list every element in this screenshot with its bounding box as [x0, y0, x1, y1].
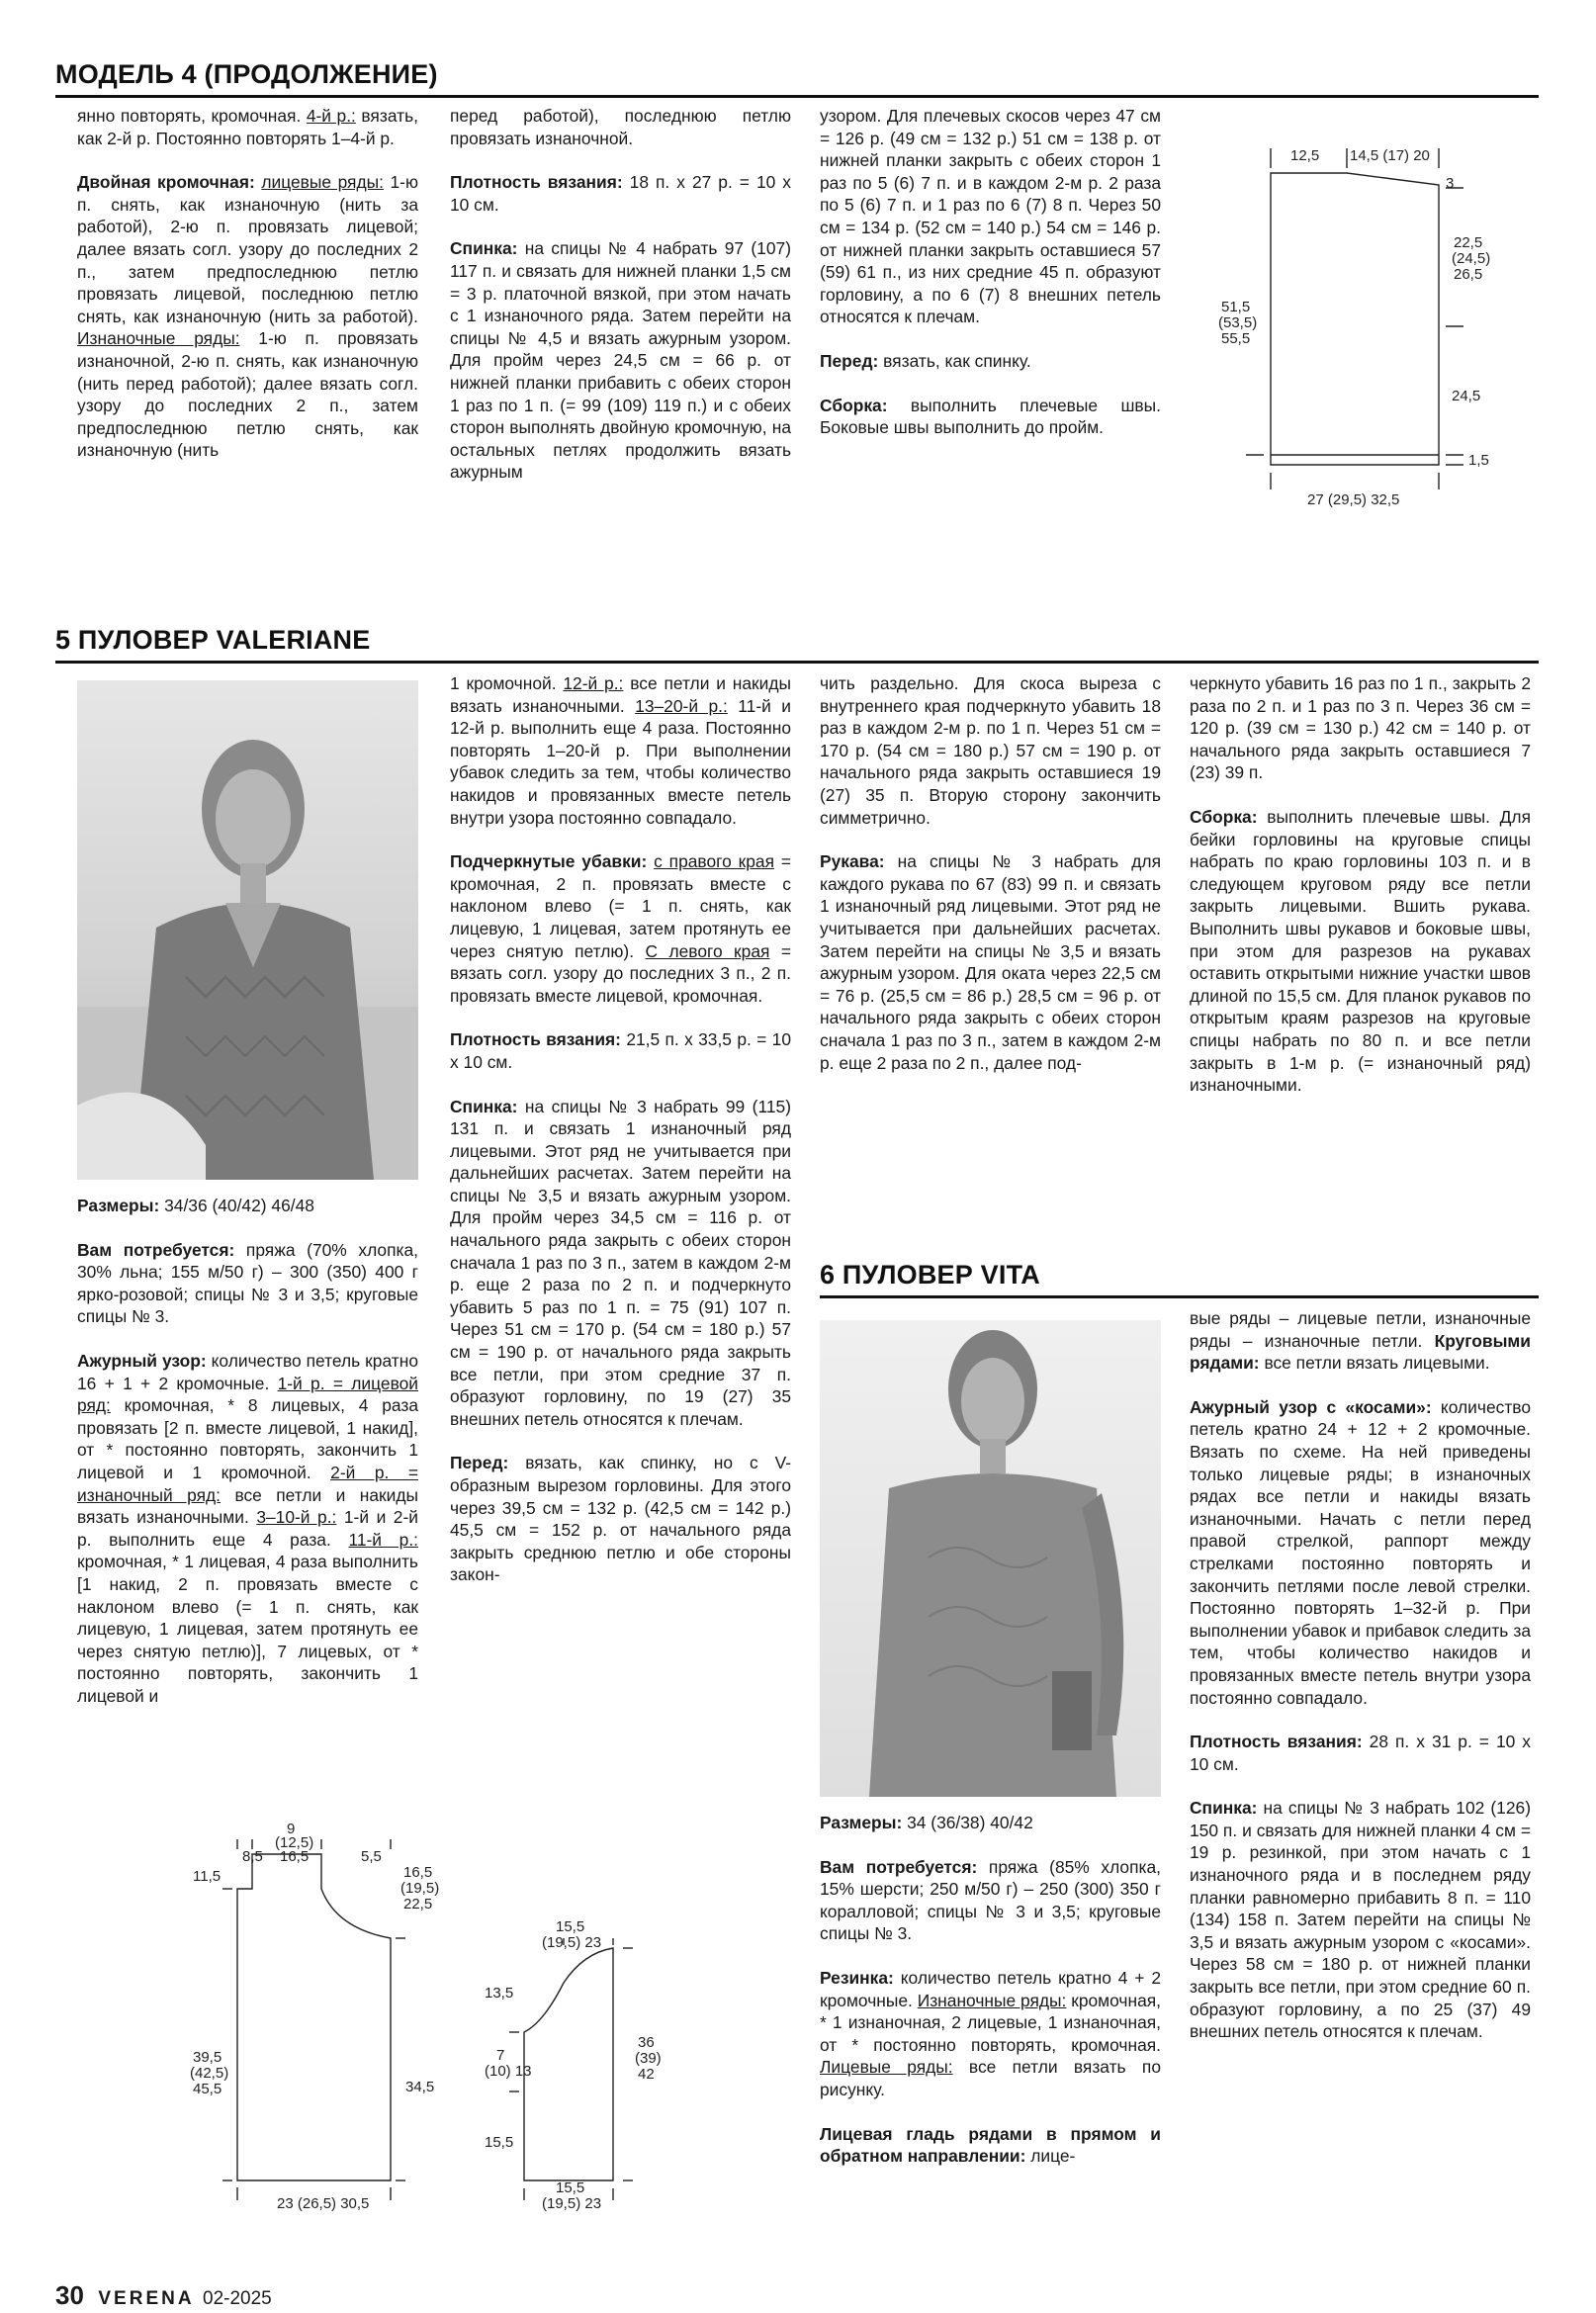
model5-header: 5 ПУЛОВЕР VALERIANE [55, 625, 371, 655]
model5-rule [55, 661, 1539, 664]
m4-dim-e2: (53,5) [1218, 314, 1258, 331]
model6-col1: Размеры: 34 (36/38) 40/42 Вам потребуется: пряжа (85% хлопка, 15% шерсти; 250 м/50 г) – 250 (300) 350 г коралловой; спицы № 3 и 3,5; круговые спицы № 3. Резинка: количество петель кратно 4 + 2 кромочные. Изнаночные ряды: кромочная, * 1 изнаночная, 2 лицевые, 1 изнаночная, от * постоянно повторять, кромочная. Лицевые ряды: все петли вязать по рисунку. Лицевая гладь рядами в прямом и обратном направлении: лице- [820, 1813, 1162, 2167]
m5-dim-n2: (19,5) [400, 1880, 440, 1897]
model5-photo [77, 680, 418, 1180]
m4-dim-e1: 51,5 [1221, 299, 1251, 315]
page-footer [55, 2280, 272, 2311]
model6-photo-figure [820, 1320, 1161, 1797]
m5-dim-s1: 11,5 [193, 1868, 222, 1885]
m4-dim-h: 27 (29,5) 32,5 [1307, 491, 1400, 508]
model4-rule [55, 95, 1539, 98]
model4-col2: перед работой), последнюю петлю провязать изнаночной. Плотность вязания: 18 п. х 27 р. = 10 х 10 см. Спинка: на спицы № 4 набрать 97 (107) 117 п. и связать для нижней планки 1,5 см = 3 р. платочной вязкой, при этом начать с 1 изнаночного ряда. Затем перейти на спицы № 4,5 и вязать ажурным узором. Для пройм через 24,5 см = 66 р. от нижней планки прибавить с обеих сторон 1 раз по 1 п. (= 99 (109) 119 п.) и с обеих сторон выполнять двойную кромочную, на остальных петлях продолжить вязать ажурным [450, 106, 791, 483]
m5-dim-side: 34,5 [405, 2079, 435, 2095]
m4-dim-b: 14,5 (17) 20 [1350, 147, 1430, 164]
model6-rule [820, 1295, 1539, 1298]
m5-dim-r: 5,5 [361, 1848, 382, 1865]
model5-body-schematic [190, 1820, 450, 2215]
model5-sleeve-schematic [485, 1918, 682, 2215]
m4-dim-c: 3 [1446, 175, 1455, 192]
m5s-dim-bot1: 15,5 [556, 2180, 585, 2196]
m5s-dim-top1: 15,5 [556, 1918, 585, 1935]
m5s-dim-b1: 7 [496, 2047, 505, 2064]
model5-col1: Размеры: 34/36 (40/42) 46/48 Вам потребуется: пряжа (70% хлопка, 30% льна; 155 м/50 г) – 300 (350) 400 г ярко-розовой; спицы № 3 и 3,5; круговые спицы № 3. Ажурный узор: количество петель кратно 16 + 1 + 2 кромочные. 1-й р. = лицевой ряд: кромочная, * 8 лицевых, 4 раза провязать [2 п. вместе лицевой, 1 накид], от * постоянно повторять, закончить 1 лицевой и 1 кромочной. 2-й р. = изнаночный ряд: все петли и накиды вязать изнаночными. 3–10-й р.: 1-й и 2-й р. выполнить еще 4 раза. 11-й р.: кромочная, * 1 лицевая, 4 раза выполнить [1 накид, 2 п. провязать вместе с наклоном влево (= 1 п. снять, как лицевую, 1 лицевая, затем протянуть ее через снятую петлю)], 7 лицевых, от * постоянно повторять, закончить 1 лицевой и [77, 1196, 418, 1706]
magazine-name: VERENA [98, 2288, 195, 2309]
m5s-dim-r1: 36 [638, 2034, 655, 2051]
m5-dim-h2: (42,5) [190, 2065, 229, 2082]
m5-dim-t3: 16,5 [280, 1848, 310, 1865]
model5-col3: чить раздельно. Для скоса выреза с внутреннего края подчеркнуто убавить 18 раз в каждом 2-м р. по 1 п. Через 51 см = 170 р. (54 см = 180 р.) 57 см = 190 р. от начального ряда закрыть оставшиеся 19 (27) 35 п. Вторую сторону закончить симметрично. Рукава: на спицы № 3 набрать для каждого рукава по 67 (83) 99 п. и связать 1 изнаночный ряд лицевыми. Этот ряд не учитывается при дальнейших расчетах. Затем перейти на спицы № 3,5 и вязать ажурным узором. Для оката через 22,5 см = 76 р. (25,5 см = 86 р.) 28,5 см = 96 р. от начального ряда закрыть с обеих сторон сначала 1 раз по 3 п., затем в каждом 2-м р. еще 2 раза по 2 п., далее под- [820, 673, 1161, 1073]
page-number: 30 [55, 2280, 84, 2310]
model4-col3: узором. Для плечевых скосов через 47 см = 126 р. (49 см = 132 р.) 51 см = 138 р. от нижней планки закрыть с обеих сторон 1 раз по 5 (6) 7 п. и в каждом 2-м р. 2 раза по 5 (6) 7 п. и 1 раз по 6 (7) 8 п. Через 50 см = 134 р. (52 см = 140 р.) 54 см = 146 р. от нижней планки закрыть оставшиеся 57 (59) 61 п., из них средние 45 п. образуют горловину, а по 6 (7) 8 внешних петель относятся к плечам. Перед: вязать, как спинку. Сборка: выполнить плечевые швы. Боковые швы выполнить до пройм. [820, 106, 1161, 438]
m4-dim-d3: 26,5 [1454, 266, 1483, 283]
m5-dim-n1: 16,5 [403, 1864, 433, 1881]
m5-dim-h3: 45,5 [193, 2081, 222, 2097]
model4-header: МОДЕЛЬ 4 (ПРОДОЛЖЕНИЕ) [55, 59, 438, 89]
model6-col2: вые ряды – лицевые петли, изнаночные ряды – изнаночные петли. Круговыми рядами: все петли вязать лицевыми. Ажурный узор с «косами»: количество петель кратно 24 + 12 + 2 кромочные. Вязать по схеме. На ней приведены только лицевые ряды; в изнаночных рядах все петли и накиды вязать изнаночными. Начать с петли перед правой стрелкой, раппорт между стрелками постоянно повторять и закончить петлями после левой стрелки. Постоянно повторять 1–32-й р. При выполнении убавок и прибавок следить за тем, чтобы количество накидов и провязанных вместе петель внутри узора постоянно совпадало. Плотность вязания: 28 п. х 31 р. = 10 х 10 см. Спинка: на спицы № 3 набрать 102 (126) 150 п. и связать для нижней планки 4 см = 19 р. резинкой, при этом начать с 1 изнаночного ряда и в последнем ряду планки равномерно прибавить 8 п. = 110 (134) 158 п. Затем перейти на спицы № 3,5 и вязать ажурным узором с «косами». Через 58 см = 180 р. от нижней планки закрыть все петли, при этом средние 60 п. образуют горловину, а по 25 (37) 49 внешних петель относятся к плечам. [1190, 1308, 1531, 2042]
m5-dim-l: 8,5 [242, 1848, 263, 1865]
model4-schematic [1216, 129, 1533, 524]
m5s-dim-top2: (19,5) 23 [542, 1934, 602, 1951]
m4-dim-f: 24,5 [1452, 388, 1481, 404]
m5s-dim-a: 13,5 [485, 1985, 514, 2002]
m4-dim-d2: (24,5) [1452, 250, 1491, 267]
m5-dim-t1: 9 [287, 1821, 296, 1837]
m5s-dim-b2: (10) 13 [485, 2063, 532, 2080]
issue-number: 02-2025 [203, 2288, 272, 2309]
model6-header: 6 ПУЛОВЕР VITA [820, 1260, 1040, 1290]
m4-dim-g: 1,5 [1468, 452, 1489, 469]
m5-dim-bottom: 23 (26,5) 30,5 [277, 2195, 370, 2212]
m5s-dim-c: 15,5 [485, 2134, 514, 2151]
m5-dim-h1: 39,5 [193, 2049, 222, 2066]
m5-dim-n3: 22,5 [403, 1896, 433, 1913]
model5-photo-figure [77, 680, 418, 1180]
model5-col4: черкнуто убавить 16 раз по 1 п., закрыть 2 раза по 2 п. и 1 раз по 3 п. Через 36 см = 120 р. (39 см = 130 р.) 42 см = 140 р. от начального ряда закрыть оставшиеся 7 (23) 39 п. Сборка: выполнить плечевые швы. Для бейки горловины на круговые спицы набрать по краю горловины 103 п. и в следующем круговом ряду все петли закрыть лицевыми. Вшить рукава. Выполнить швы рукавов и боковые швы, при этом для разрезов на рукавах оставить открытыми нижние участки швов длиной по 15,5 см. Для планок рукавов по открытым краям разрезов на круговые спицы набрать по 80 п. и все петли закрыть в 1-м р. (= изнаночный ряд) изнаночными. [1190, 673, 1531, 1096]
m4-dim-a: 12,5 [1290, 147, 1320, 164]
model5-col2: 1 кромочной. 12-й р.: все петли и накиды вязать изнаночными. 13–20-й р.: 11-й и 12-й р. выполнить еще 4 раза. Постоянно повторять 1–20-й р. При выполнении убавок следить за тем, чтобы количество накидов и провязанных вместе петель внутри узора постоянно совпадало. Подчеркнутые убавки: с правого края = кромочная, 2 п. провязать вместе с наклоном влево (= 1 п. снять, как лицевую, 1 лицевая, затем протянуть ее через снятую петлю). С левого края = вязать согл. узору до последних 3 п., 2 п. провязать вместе лицевой, кромочная. Плотность вязания: 21,5 п. х 33,5 р. = 10 х 10 см. Спинка: на спицы № 3 набрать 99 (115) 131 п. и связать 1 изнаночный ряд лицевыми. Этот ряд не учитывается при дальнейших расчетах. Затем перейти на спицы № 3,5 и вязать ажурным узором. Для пройм через 34,5 см = 116 р. от начального ряда закрыть с обеих сторон сначала 1 раз по 3 п., затем в каждом 2-м р. еще 2 раза по 2 п. и подчеркнуто убавить 5 раз по 1 п. = 75 (91) 107 п. Через 51 см = 170 р. (54 см = 180 р.) 57 см = 190 р. от начального ряда закрыть все петли, при этом средние 37 п. образуют горловину, по 19 (27) 35 внешних петель относятся к плечам. Перед: вязать, как спинку, но с V-образным вырезом горловины. Для этого через 39,5 см = 132 р. (42,5 см = 142 р.) 45,5 см = 152 р. от начального ряда закрыть среднюю петлю и обе стороны закон- [450, 673, 792, 1585]
model6-photo [820, 1320, 1161, 1797]
model4-col1: янно повторять, кромочная. 4-й р.: вязать, как 2-й р. Постоянно повторять 1–4-й р. Двойная кромочная: лицевые ряды: 1-ю п. снять, как изнаночную (нить за работой), 2-ю п. провязать лицевой; далее вязать согл. узору до последних 2 п., затем предпоследнюю петлю провязать лицевой, последнюю петлю снять, как изнаночную (нить за работой). Изнаночные ряды: 1-ю п. провязать изнаночной, 2-ю п. снять, как изнаночную (нить перед работой); далее вязать согл. узору до последних 2 п., затем предпоследнюю петлю снять, как изнаночную (нить [77, 106, 418, 461]
m5s-dim-r2: (39) [635, 2050, 662, 2067]
m5-dim-t2: (12,5) [275, 1834, 314, 1851]
m5s-dim-bot2: (19,5) 23 [542, 2195, 602, 2212]
m4-dim-d1: 22,5 [1454, 234, 1483, 251]
m4-dim-e3: 55,5 [1221, 330, 1251, 347]
m5s-dim-r3: 42 [638, 2066, 655, 2083]
